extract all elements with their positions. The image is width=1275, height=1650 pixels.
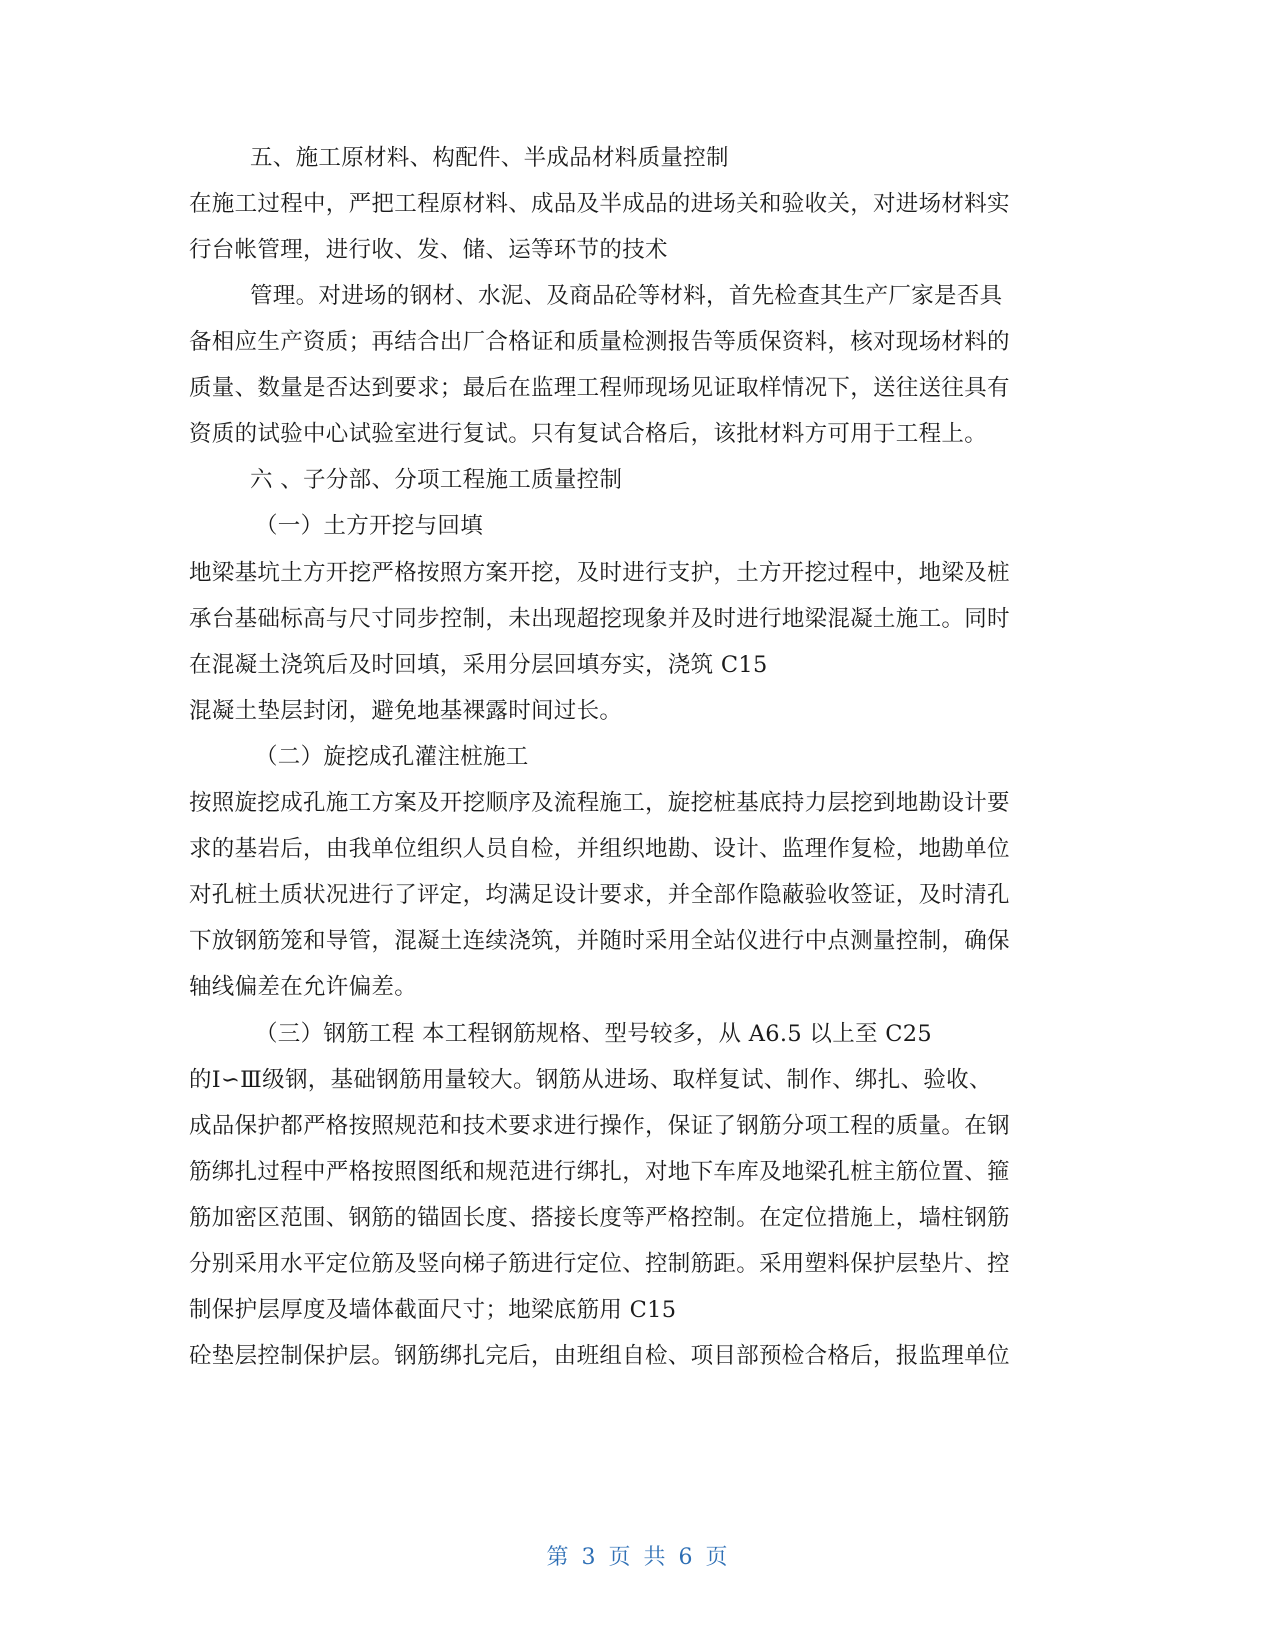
paragraph-line: 质量、数量是否达到要求；最后在监理工程师现场见证取样情况下，送往送往具有 (189, 375, 1010, 401)
subsection-heading-2: （二）旋挖成孔灌注桩施工 (255, 744, 529, 770)
paragraph-line: 地梁基坑土方开挖严格按照方案开挖，及时进行支护，土方开挖过程中，地梁及桩 (189, 560, 1010, 586)
subsection-heading-3: （三）钢筋工程 本工程钢筋规格、型号较多，从 A6.5 以上至 C25 (255, 1021, 932, 1047)
paragraph-line: 资质的试验中心试验室进行复试。只有复试合格后，该批材料方可用于工程上。 (189, 421, 988, 447)
paragraph-line: 对孔桩土质状况进行了评定，均满足设计要求，并全部作隐蔽验收签证，及时清孔 (189, 882, 1010, 908)
footer-di: 第 (546, 1545, 570, 1570)
paragraph-line: 砼垫层控制保护层。钢筋绑扎完后，由班组自检、项目部预检合格后，报监理单位 (189, 1343, 1010, 1369)
paragraph-line: 筋加密区范围、钢筋的锚固长度、搭接长度等严格控制。在定位措施上，墙柱钢筋 (189, 1205, 1010, 1231)
section-heading-5: 五、施工原材料、构配件、半成品材料质量控制 (250, 145, 729, 171)
footer-ye: 页 (608, 1545, 632, 1570)
paragraph-line: 筋绑扎过程中严格按照图纸和规范进行绑扎，对地下车库及地梁孔桩主筋位置、箍 (189, 1159, 1010, 1185)
paragraph-line: 在施工过程中，严把工程原材料、成品及半成品的进场关和验收关，对进场材料实 (189, 191, 1010, 217)
footer-gong: 共 (643, 1545, 667, 1570)
paragraph-line: 求的基岩后，由我单位组织人员自检，并组织地勘、设计、监理作复检，地勘单位 (189, 836, 1010, 862)
section-heading-6: 六 、子分部、分项工程施工质量控制 (250, 467, 623, 493)
paragraph-line: 分别采用水平定位筋及竖向梯子筋进行定位、控制筋距。采用塑料保护层垫片、控 (189, 1251, 1010, 1277)
subsection-heading-1: （一）土方开挖与回填 (255, 513, 484, 539)
paragraph-line: 轴线偏差在允许偏差。 (189, 974, 418, 1000)
footer-ye: 页 (705, 1545, 729, 1570)
footer-total-pages: 6 (678, 1545, 694, 1570)
paragraph-line: 行台帐管理，进行收、发、储、运等环节的技术 (189, 237, 668, 263)
paragraph-line: 成品保护都严格按照规范和技术要求进行操作，保证了钢筋分项工程的质量。在钢 (189, 1113, 1010, 1139)
paragraph-line: 混凝土垫层封闭，避免地基裸露时间过长。 (189, 698, 623, 724)
paragraph-line: 下放钢筋笼和导管，混凝土连续浇筑，并随时采用全站仪进行中点测量控制，确保 (189, 928, 1010, 954)
paragraph-line: 制保护层厚度及墙体截面尺寸；地梁底筋用 C15 (189, 1297, 677, 1323)
paragraph-line: 承台基础标高与尺寸同步控制，未出现超挖现象并及时进行地梁混凝土施工。同时 (189, 606, 1010, 632)
paragraph-line: 管理。对进场的钢材、水泥、及商品砼等材料，首先检查其生产厂家是否具 (250, 283, 1003, 309)
footer-page-number: 3 (581, 1545, 597, 1570)
paragraph-line: 在混凝土浇筑后及时回填，采用分层回填夯实，浇筑 C15 (189, 652, 768, 678)
paragraph-line: 的Ⅰ∽Ⅲ级钢，基础钢筋用量较大。钢筋从进场、取样复试、制作、绑扎、验收、 (189, 1067, 992, 1093)
paragraph-line: 按照旋挖成孔施工方案及开挖顺序及流程施工，旋挖桩基底持力层挖到地勘设计要 (189, 790, 1010, 816)
paragraph-line: 备相应生产资质；再结合出厂合格证和质量检测报告等质保资料，核对现场材料的 (189, 329, 1010, 355)
page-footer (0, 1540, 1275, 1571)
